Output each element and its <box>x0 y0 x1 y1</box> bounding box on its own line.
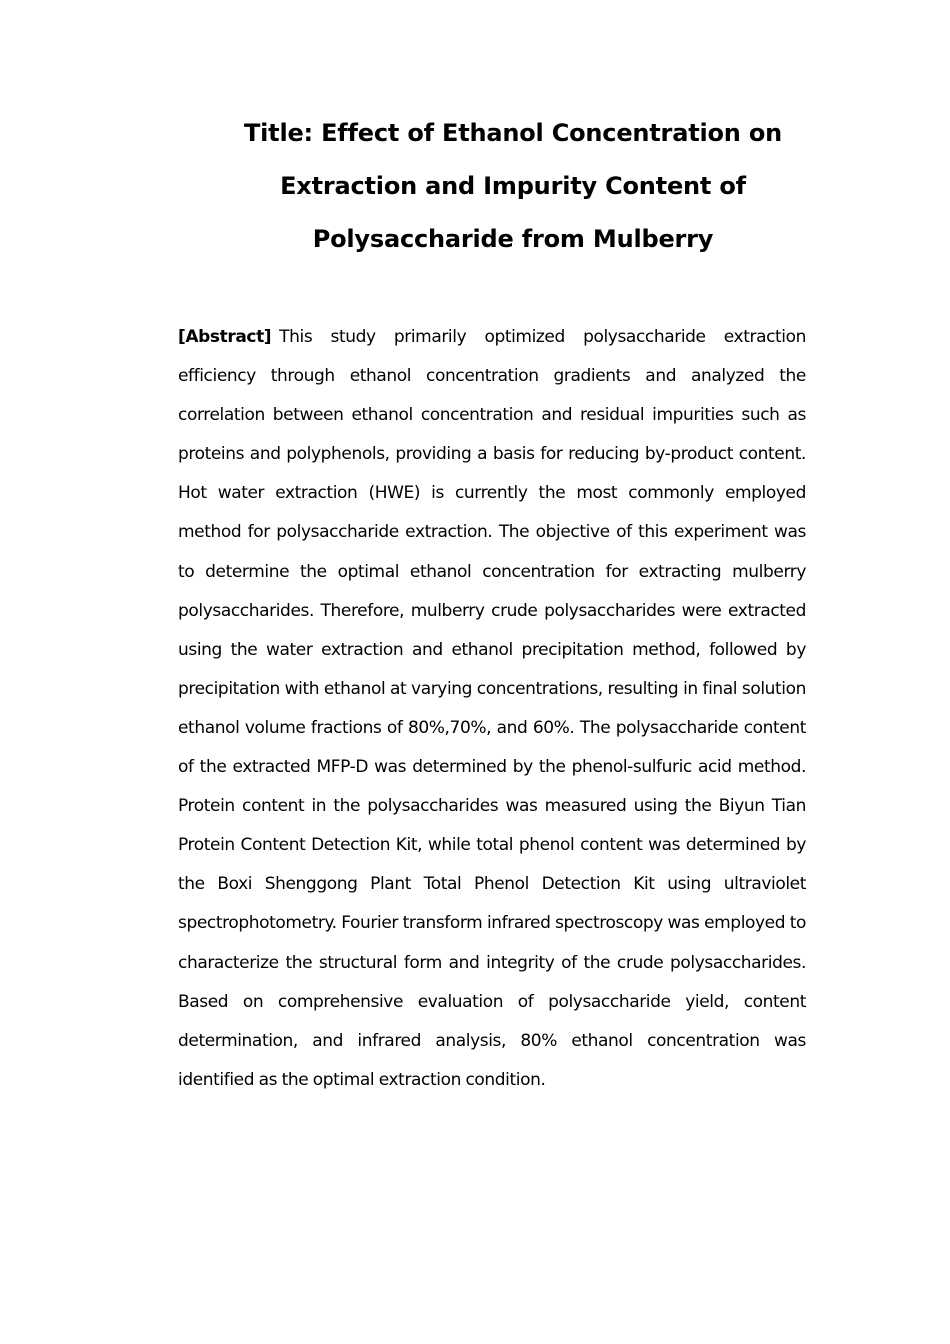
title-line-1: Title: Effect of Ethanol Concentration on <box>243 119 782 147</box>
abstract-label: [Abstract] <box>178 327 272 347</box>
title-line-2: Extraction and Impurity Content of <box>280 172 746 200</box>
paper-title <box>178 107 848 266</box>
abstract-paragraph <box>178 318 806 1100</box>
title-line-3: Polysaccharide from Mulberry <box>312 225 714 253</box>
abstract-text: This study primarily optimized polysaccharide extraction efficiency through ethanol concentration gradients and analyzed the correlation between ethanol concentration and residual impurities such as proteins and polyphenols, providing a basis for reducing by-product content. Hot water extraction (HWE) is currently the most commonly employed method for polysaccharide extraction. The objective of this experiment was to determine the optimal ethanol concentration for extracting mulberry polysaccharides. Therefore, mulberry crude polysaccharides were extracted using the water extraction and ethanol precipitation method, followed by precipitation with ethanol at varying concentrations, resulting in final solution ethanol volume fractions of 80%,70%, and 60%. The polysaccharide content of the extracted MFP-D was determined by the phenol-sulfuric acid method. Protein content in the polysaccharides was measured using the Biyun Tian Protein Content Detection Kit, while total phenol content was determined by the Boxi Shenggong Plant Total Phenol Detection Kit using ultraviolet spectrophotometry. Fourier transform infrared spectroscopy was employed to characterize the structural form and integrity of the crude polysaccharides. Based on comprehensive evaluation of polysaccharide yield, content determination, and infrared analysis, 80% ethanol concentration was identified as the optimal extraction condition. <box>178 327 806 1090</box>
